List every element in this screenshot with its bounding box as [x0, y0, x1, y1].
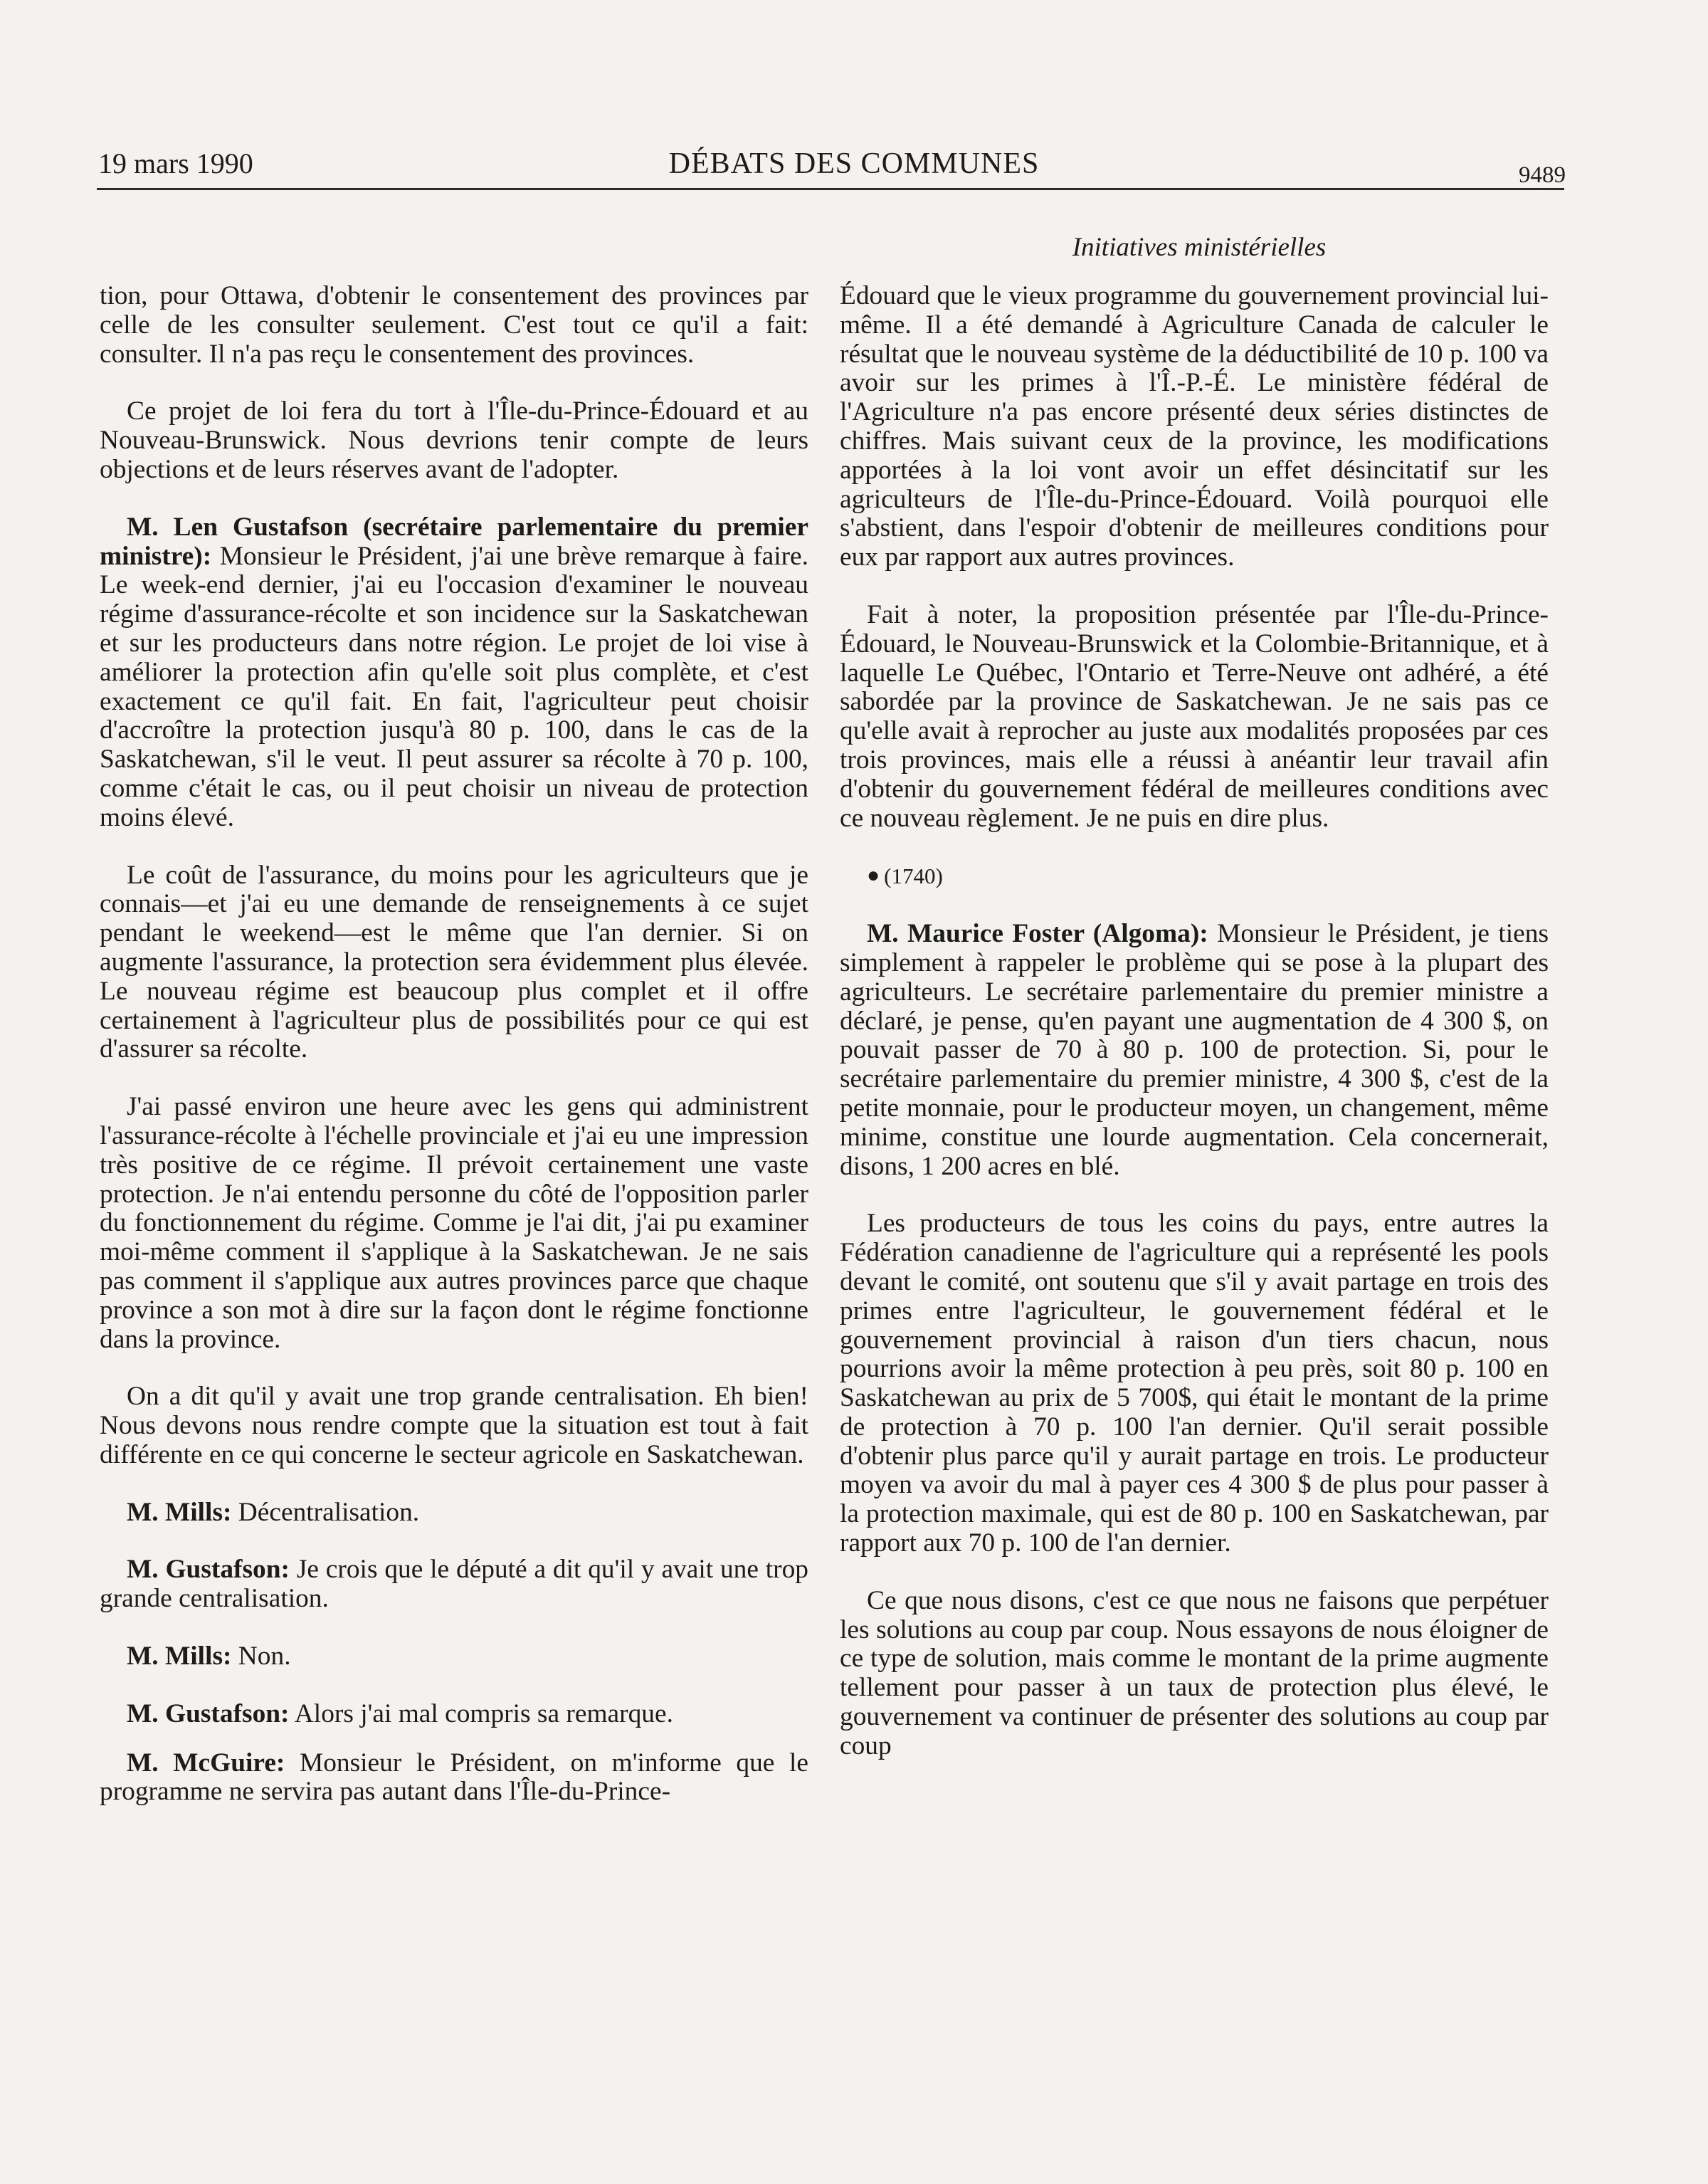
header-rule [97, 188, 1564, 190]
paragraph: Ce que nous disons, c'est ce que nous ne faisons que perpétuer les solutions au coup par coup. Nous essayons de nous éloigner de ce type de solution, mais comme le montant de la prime augmente tellement pour passer à un taux de protection plus élevé, le gouvernement va continuer de présenter des solutions au coup par coup [840, 1585, 1549, 1760]
paragraph: Édouard que le vieux programme du gouvernement provincial lui-même. Il a été demandé à Agriculture Canada de calculer le résultat que le nouveau système de la déductibilité de 10 p. 100 va avoir sur les primes à l'Î.-P.-É. Le ministère fédéral de l'Agriculture n'a pas encore présenté deux séries distinctes de chiffres. Mais suivant ceux de la province, les modifications apportées à la loi vont avoir un effet désincitatif sur les agriculteurs de l'Île-du-Prince-Édouard. Voilà pourquoi elle s'abstient, dans l'espoir d'obtenir de meilleures conditions pour eux par rapport aux autres provinces. [840, 281, 1549, 572]
speaker-name: M. Maurice Foster (Algoma): [867, 919, 1208, 949]
speaker-name: M. McGuire: [127, 1748, 285, 1778]
speech-paragraph: M. Mills: Non. [127, 1642, 291, 1671]
paragraph: tion, pour Ottawa, d'obtenir le consentement des provinces par celle de les consulter seulement. C'est tout ce qu'il a fait: consulter. Il n'a pas reçu le consentement des provinces. [100, 281, 808, 369]
timestamp: ● (1740) [867, 863, 943, 889]
paragraph: Ce projet de loi fera du tort à l'Île-du-Prince-Édouard et au Nouveau-Brunswick. Nous devrions tenir compte de leurs objections et de leurs réserves avant de l'adopter. [100, 397, 808, 484]
speaker-name: M. Mills: [127, 1497, 232, 1527]
paragraph: Fait à noter, la proposition présentée par l'Île-du-Prince-Édouard, le Nouveau-Brunswick et la Colombie-Britannique, et à laquelle Le Québec, l'Ontario et Terre-Neuve ont adhéré, a été sabordée par la province de Saskatchewan. Je ne sais pas ce qu'elle avait à reprocher au juste aux modalités proposées par ces trois provinces, mais elle a réussi à anéantir leur travail afin d'obtenir du gouvernement fédéral de meilleures conditions avec ce nouveau règlement. Je ne puis en dire plus. [840, 599, 1549, 833]
paragraph: J'ai passé environ une heure avec les gens qui administrent l'assurance-récolte à l'échelle provinciale et j'ai eu une impression très positive de ce régime. Il prévoit certainement une vaste protection. Je n'ai entendu personne du côté de l'opposition parler du fonctionnement du régime. Comme je l'ai dit, j'ai pu examiner moi-même comment il s'applique à la Saskatchewan. Je ne sais pas comment il s'applique aux autres provinces parce que chaque province a son mot à dire sur la façon dont le régime fonctionne dans la province. [100, 1092, 808, 1354]
speech-paragraph: M. Maurice Foster (Algoma): Monsieur le Président, je tiens simplement à rappeler le problème qui se pose à la plupart des agriculteurs. Le secrétaire parlementaire du premier ministre a déclaré, je pense, qu'en payant une augmentation de 4 300 $, on pouvait passer de 70 à 80 p. 100 de protection. Si, pour le secrétaire parlementaire du premier ministre, 4 300 $, c'est de la petite monnaie, pour le producteur moyen, un changement, même minime, constitue une lourde augmentation. Cela concernerait, disons, 1 200 acres en blé. [840, 919, 1549, 1181]
speech-paragraph: M. Len Gustafson (secrétaire parlementaire du premier ministre): Monsieur le Président, j'ai une brève remarque à faire. Le week-end dernier, j'ai eu l'occasion d'examiner le nouveau régime d'assurance-récolte et son incidence sur la Saskatchewan et sur les producteurs dans notre région. Le projet de loi vise à améliorer la protection afin qu'elle soit plus complète, et c'est exactement ce qu'il fait. En fait, l'agriculteur peut choisir d'accroître la protection jusqu'à 80 p. 100, dans le cas de la Saskatchewan, s'il le veut. Il peut assurer sa récolte à 70 p. 100, comme c'était le cas, ou il peut choisir un niveau de protection moins élevé. [100, 512, 808, 832]
speaker-name: M. Mills: [127, 1642, 232, 1671]
header-title: DÉBATS DES COMMUNES [668, 147, 1040, 180]
paragraph: Les producteurs de tous les coins du pays, entre autres la Fédération canadienne de l'agriculture qui a représenté les pools devant le comité, ont soutenu que s'il y avait partage en trois des primes entre l'agriculteur, le gouvernement fédéral et le gouvernement provincial à raison d'un tiers chacun, nous pourrions avoir la même protection à peu près, soit 80 p. 100 en Saskatchewan au prix de 5 700$, qui était le montant de la prime de protection à 70 p. 100 l'an dernier. Qu'il serait possible d'obtenir plus parce qu'il y aurait partage en trois. Le producteur moyen va avoir du mal à payer ces 4 300 $ de plus pour passer à la protection maximale, qui est de 80 p. 100 en Saskatchewan, par rapport aux 70 p. 100 de l'an dernier. [840, 1209, 1549, 1558]
speech-paragraph: M. McGuire: Monsieur le Président, on m'informe que le programme ne servira pas autant dans l'Île-du-Prince- [100, 1748, 808, 1807]
left-column [100, 282, 808, 1835]
speaker-name: M. Len Gustafson (secrétaire parlementaire du premier ministre): [100, 512, 808, 571]
paragraph: On a dit qu'il y avait une trop grande centralisation. Eh bien! Nous devons nous rendre compte que la situation est tout à fait différente en ce qui concerne le secteur agricole en Saskatchewan. [100, 1382, 808, 1469]
paragraph: Le coût de l'assurance, du moins pour les agriculteurs que je connais—et j'ai eu une demande de renseignements à ce sujet pendant le weekend—est le même que l'an dernier. Si on augmente l'assurance, la protection sera évidemment plus élevée. Le nouveau régime est beaucoup plus complet et il offre certainement à l'agriculteur plus de possibilités pour ce qui est d'assurer sa récolte. [100, 860, 808, 1064]
running-head: Initiatives ministérielles [1072, 233, 1327, 262]
header-date: 19 mars 1990 [98, 147, 253, 179]
right-column [840, 282, 1549, 1790]
speech-paragraph: M. Gustafson: Je crois que le député a dit qu'il y avait une trop grande centralisation. [100, 1555, 808, 1614]
speech-paragraph: M. Mills: Décentralisation. [127, 1497, 420, 1527]
header-page-number: 9489 [1519, 162, 1566, 188]
speech-paragraph: M. Gustafson: Alors j'ai mal compris sa remarque. [127, 1699, 673, 1728]
speaker-name: M. Gustafson: [127, 1555, 290, 1585]
speaker-name: M. Gustafson: [127, 1699, 290, 1728]
bullet-icon: ● [867, 863, 880, 888]
